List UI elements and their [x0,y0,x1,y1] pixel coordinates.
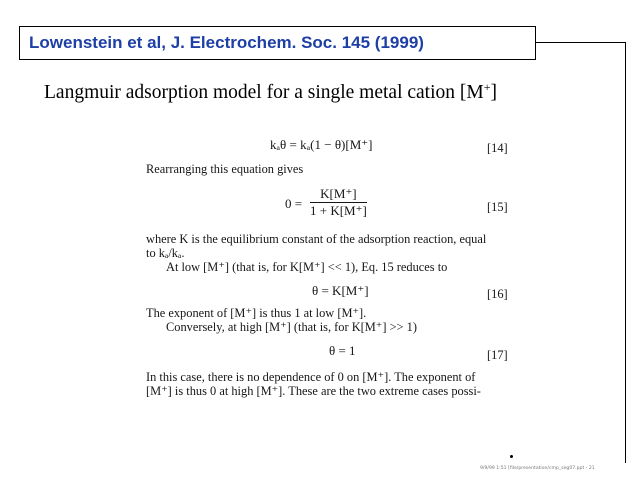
equation-15-numerator: K[M⁺] [310,187,367,203]
footer-text: 9/9/99 1:51 [file/presentation/cmp_seg07.ppt - 21 [480,466,595,471]
frame-top-line [536,42,626,43]
text-this-case-line-1: In this case, there is no dependence of 0 on [M⁺]. The exponent of [146,370,476,384]
equation-16-number: [16] [487,287,508,301]
slide-heading [44,80,564,104]
equation-17: θ = 1 [329,343,356,358]
bullet-dot [510,455,513,458]
text-exponent: The exponent of [M⁺] is thus 1 at low [M⁺]. [146,306,367,320]
heading-text: Langmuir adsorption model for a single metal cation [M [44,82,484,103]
heading-superscript: + [483,80,491,94]
heading-tail: ] [490,82,498,103]
equation-14-number: [14] [487,141,508,155]
equation-15-denominator: 1 + K[M⁺] [310,203,367,218]
text-at-low: At low [M⁺] (that is, for K[M⁺] << 1), Eq. 15 reduces to [166,260,448,274]
equation-15-fraction [310,187,367,218]
equation-14: kₐθ = kₐ(1 − θ)[M⁺] [270,137,373,152]
text-where-k-line-2: to kₐ/kₐ. [146,246,185,260]
text-where-k-line-1: where K is the equilibrium constant of the adsorption reaction, equal [146,232,487,246]
text-conversely: Conversely, at high [M⁺] (that is, for K[M⁺] >> 1) [166,320,417,334]
text-this-case-line-2: [M⁺] is thus 0 at high [M⁺]. These are the two extreme cases possi- [146,384,481,398]
scanned-excerpt [142,128,512,400]
equation-16: θ = K[M⁺] [312,283,369,298]
equation-15-lhs: 0 = [285,196,303,211]
equation-15-number: [15] [487,200,508,214]
frame-right-line [625,42,626,463]
citation-title: Lowenstein et al, J. Electrochem. Soc. 145 (1999) [19,26,536,60]
text-rearranging: Rearranging this equation gives [146,162,304,176]
equation-17-number: [17] [487,348,508,362]
